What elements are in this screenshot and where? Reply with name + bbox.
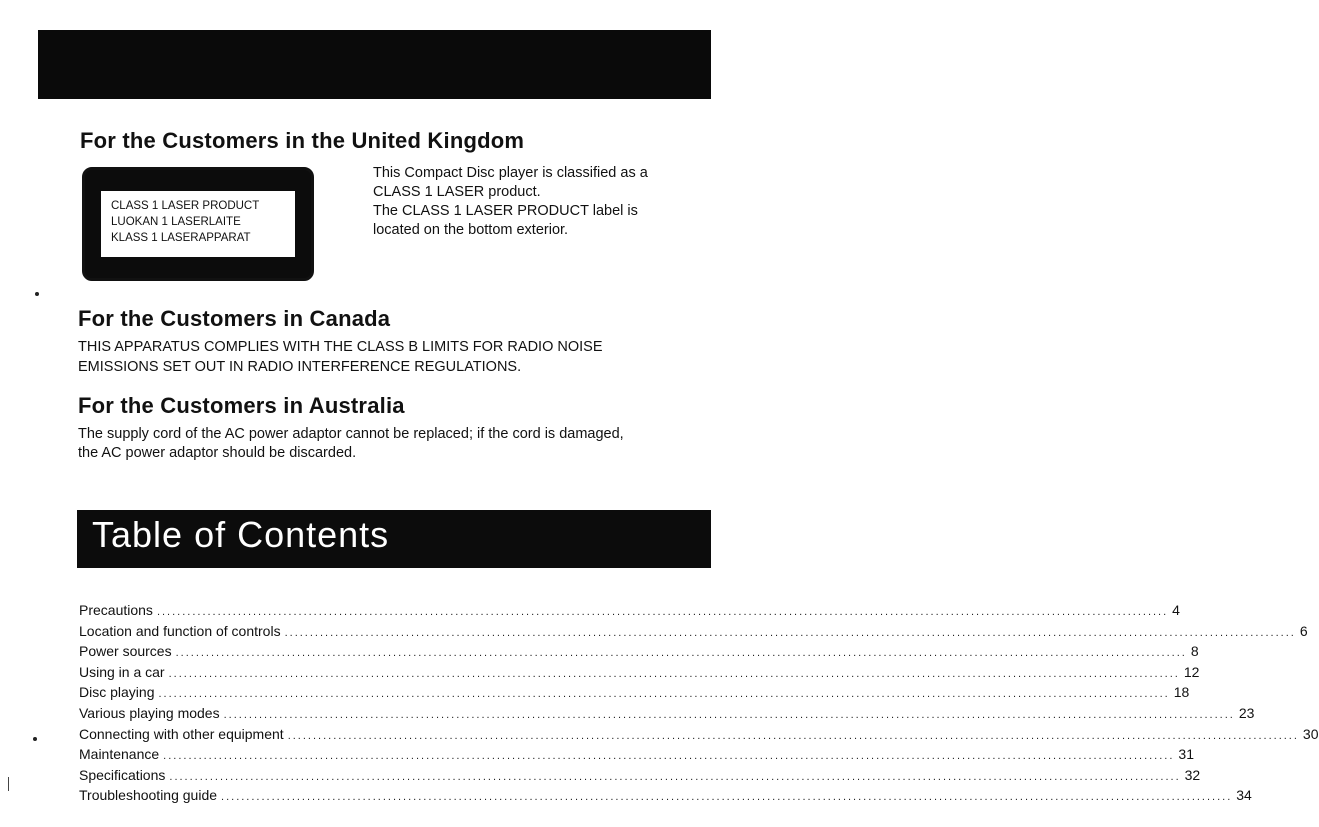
toc-entry-label: Troubleshooting guide xyxy=(79,787,218,804)
toc-leader-dots: ........................................................................................................................................................................................................ xyxy=(175,647,1187,660)
toc-leader-dots: ........................................................................................................................................................................................................ xyxy=(287,729,1299,742)
uk-text-line: This Compact Disc player is classified as a xyxy=(373,165,648,181)
canada-text-line: EMISSIONS SET OUT IN RADIO INTERFERENCE REGULATIONS. xyxy=(78,359,522,375)
laser-label-line: KLASS 1 LASERAPPARAT xyxy=(111,232,251,244)
canada-text-line: THIS APPARATUS COMPLIES WITH THE CLASS B LIMITS FOR RADIO NOISE xyxy=(78,339,603,355)
toc-entry[interactable] xyxy=(79,641,1199,662)
canada-paragraph xyxy=(78,337,698,377)
toc-entry-label: Specifications xyxy=(79,766,166,783)
toc-leader-dots: ........................................................................................................................................................................................................ xyxy=(156,606,1169,618)
toc-entry-page: 12 xyxy=(1183,663,1200,680)
australia-text-line: the AC power adaptor should be discarded. xyxy=(78,445,357,461)
uk-section-title: For the Customers in the United Kingdom xyxy=(80,128,525,153)
toc-entry[interactable] xyxy=(79,662,1200,683)
laser-label-line: CLASS 1 LASER PRODUCT xyxy=(111,200,260,212)
toc-entry-label: Using in a car xyxy=(79,663,165,680)
toc-entry-page: 32 xyxy=(1184,766,1201,783)
toc-entry[interactable] xyxy=(79,744,1194,765)
uk-paragraph xyxy=(373,164,693,240)
scan-speck xyxy=(35,292,39,296)
uk-text-line: CLASS 1 LASER product. xyxy=(373,184,541,200)
toc-leader-dots: ........................................................................................................................................................................................................ xyxy=(284,626,1296,639)
toc-entry-label: Location and function of controls xyxy=(79,622,281,639)
toc-entry-page: 34 xyxy=(1236,787,1252,804)
scan-speck xyxy=(8,777,9,791)
toc-entry[interactable] xyxy=(79,724,1319,745)
toc-entry-page: 30 xyxy=(1302,725,1319,742)
toc-entry-page: 4 xyxy=(1172,602,1180,618)
laser-label-line: LUOKAN 1 LASERLAITE xyxy=(111,216,241,228)
toc-entry-page: 31 xyxy=(1178,746,1194,763)
toc-entry[interactable] xyxy=(79,682,1190,703)
uk-text-line: located on the bottom exterior. xyxy=(373,222,569,238)
toc-entry[interactable] xyxy=(79,703,1255,724)
toc-entry[interactable] xyxy=(79,600,1180,621)
australia-text-line: The supply cord of the AC power adaptor cannot be replaced; if the cord is damaged, xyxy=(78,426,624,442)
header-black-band xyxy=(38,30,711,99)
toc-leader-dots: ........................................................................................................................................................................................................ xyxy=(169,770,1181,783)
toc-entry[interactable] xyxy=(79,785,1252,806)
australia-section-title: For the Customers in Australia xyxy=(78,393,405,418)
canada-section-title: For the Customers in Canada xyxy=(78,306,391,331)
toc-leader-dots: ........................................................................................................................................................................................................ xyxy=(158,688,1170,701)
toc-leader-dots: ........................................................................................................................................................................................................ xyxy=(221,791,1233,804)
laser-label-image xyxy=(82,167,314,281)
toc-entry-label: Disc playing xyxy=(79,684,155,701)
toc-entry-label: Connecting with other equipment xyxy=(79,725,284,742)
toc-entry-label: Various playing modes xyxy=(79,704,220,721)
toc-entry-label: Power sources xyxy=(79,643,172,660)
toc-list xyxy=(79,600,1319,806)
toc-entry-page: 6 xyxy=(1299,622,1308,639)
toc-entry-page: 8 xyxy=(1190,643,1199,660)
toc-entry[interactable] xyxy=(79,621,1308,642)
scan-speck xyxy=(33,737,37,741)
laser-label-text-area xyxy=(101,191,295,257)
toc-entry-page: 18 xyxy=(1173,684,1190,701)
toc-entry[interactable] xyxy=(79,765,1201,786)
toc-title: Table of Contents xyxy=(92,514,390,555)
toc-leader-dots: ........................................................................................................................................................................................................ xyxy=(168,667,1180,680)
toc-entry-label: Maintenance xyxy=(79,746,160,763)
toc-leader-dots: ........................................................................................................................................................................................................ xyxy=(223,708,1235,721)
toc-leader-dots: ........................................................................................................................................................................................................ xyxy=(163,750,1175,763)
toc-entry-page: 23 xyxy=(1238,704,1255,721)
australia-paragraph xyxy=(78,425,698,463)
toc-entry-label: Precautions xyxy=(79,602,153,618)
uk-text-line: The CLASS 1 LASER PRODUCT label is xyxy=(373,203,638,219)
